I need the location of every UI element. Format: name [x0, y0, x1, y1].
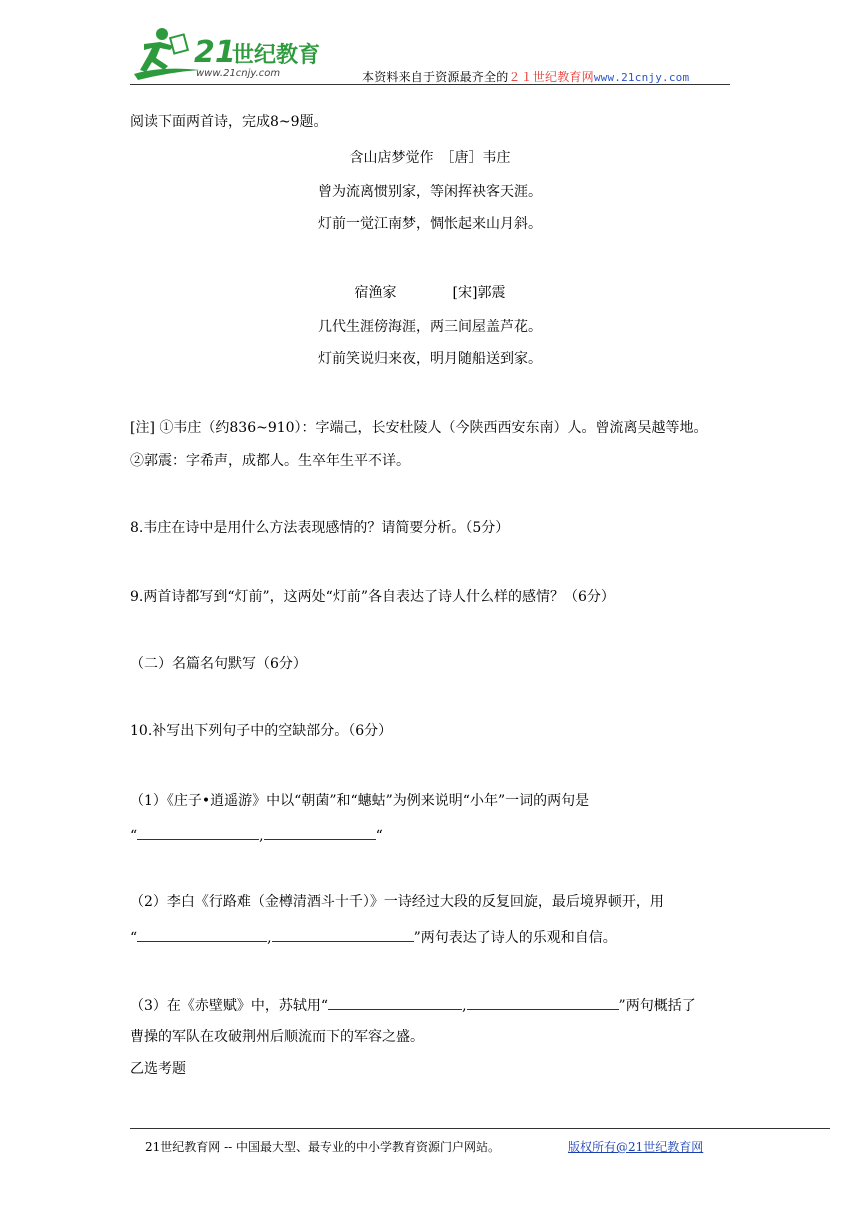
answer-blank[interactable] — [467, 996, 619, 1010]
subquestion-3-suffix: ”两句概括了 — [618, 998, 696, 1014]
answer-blank[interactable] — [264, 826, 376, 840]
poem2-line1: 几代生涯傍海涯，两三间屋盖芦花。 — [318, 319, 542, 335]
header-tagline — [362, 68, 689, 85]
subquestion-2-blanks — [130, 928, 617, 947]
subquestion-1-blanks — [130, 826, 383, 845]
running-figure-icon — [134, 28, 200, 80]
open-quote: “ — [130, 930, 138, 946]
question-9: 9.两首诗都写到“灯前”，这两处“灯前”各自表达了诗人什么样的感情？（6分） — [130, 589, 615, 605]
tagline-site: ２１世纪教育网 — [508, 70, 594, 84]
logo-text: 世纪教育 — [232, 43, 321, 68]
logo-url: www.21cnjy.com — [196, 68, 281, 79]
open-quote: “ — [130, 828, 138, 844]
answer-blank[interactable] — [137, 928, 267, 942]
poem2-line2: 灯前笑说归来夜，明月随船送到家。 — [318, 351, 542, 367]
poem1-line2: 灯前一觉江南梦，惆怅起来山月斜。 — [318, 216, 542, 232]
page-header — [130, 26, 730, 86]
answer-blank[interactable] — [137, 826, 259, 840]
subquestion-2-text: （2）李白《行路难（金樽清酒斗十千）》一诗经过大段的反复回旋，最后境界顿开，用 — [130, 894, 664, 910]
tagline-prefix: 本资料来自于资源最齐全的 — [362, 70, 509, 84]
blank-comma: , — [259, 828, 264, 844]
copyright-link[interactable]: 版权所有@21世纪教育网 — [568, 1140, 704, 1154]
poem2-title: 宿渔家 [宋]郭震 — [354, 285, 506, 301]
footer-text: 21世纪教育网 -- 中国最大型、最专业的中小学教育资源门户网站。 — [145, 1140, 501, 1154]
header-divider — [130, 84, 730, 85]
poem1-line1: 曾为流离惯别家，等闲挥袂客天涯。 — [318, 184, 542, 200]
question-8: 8.韦庄在诗中是用什么方法表现感情的？请简要分析。（5分） — [130, 520, 510, 536]
21cnjy-logo — [130, 26, 340, 84]
tagline-url[interactable]: www.21cnjy.com — [593, 71, 690, 84]
answer-blank[interactable] — [272, 928, 414, 942]
poem1-title: 含山店梦觉作 ［唐］韦庄 — [349, 150, 511, 166]
subquestion-1-text: （1）《庄子•逍遥游》中以“朝菌”和“蟪蛄”为例来说明“小年”一词的两句是 — [130, 793, 590, 809]
blank-comma: , — [462, 998, 467, 1014]
section-heading-recitation: （二）名篇名句默写（6分） — [130, 656, 307, 672]
subquestion-3-line2: 曹操的军队在攻破荆州后顺流而下的军容之盛。 — [130, 1029, 424, 1045]
note-guozhen: ②郭震：字希声，成都人。生卒年生平不详。 — [130, 453, 410, 469]
subquestion-3-prefix: （3）在《赤壁赋》中，苏轼用“ — [130, 998, 329, 1014]
blank-comma: , — [267, 930, 272, 946]
close-quote: “ — [375, 828, 383, 844]
reading-intro: 阅读下面两首诗，完成8~9题。 — [130, 114, 328, 130]
blanks-suffix: ”两句表达了诗人的乐观和自信。 — [413, 930, 617, 946]
logo-number: 21 — [194, 35, 236, 70]
section-heading-yi: 乙选考题 — [130, 1061, 186, 1077]
answer-blank[interactable] — [328, 996, 462, 1010]
question-10: 10.补写出下列句子中的空缺部分。（6分） — [130, 723, 393, 739]
note-weizhuang: [注] ①韦庄（约836~910）：字端己，长安杜陵人（今陕西西安东南）人。曾流离吴越等地。 — [130, 420, 708, 436]
subquestion-3-text — [130, 996, 696, 1015]
footer-divider — [130, 1128, 830, 1129]
